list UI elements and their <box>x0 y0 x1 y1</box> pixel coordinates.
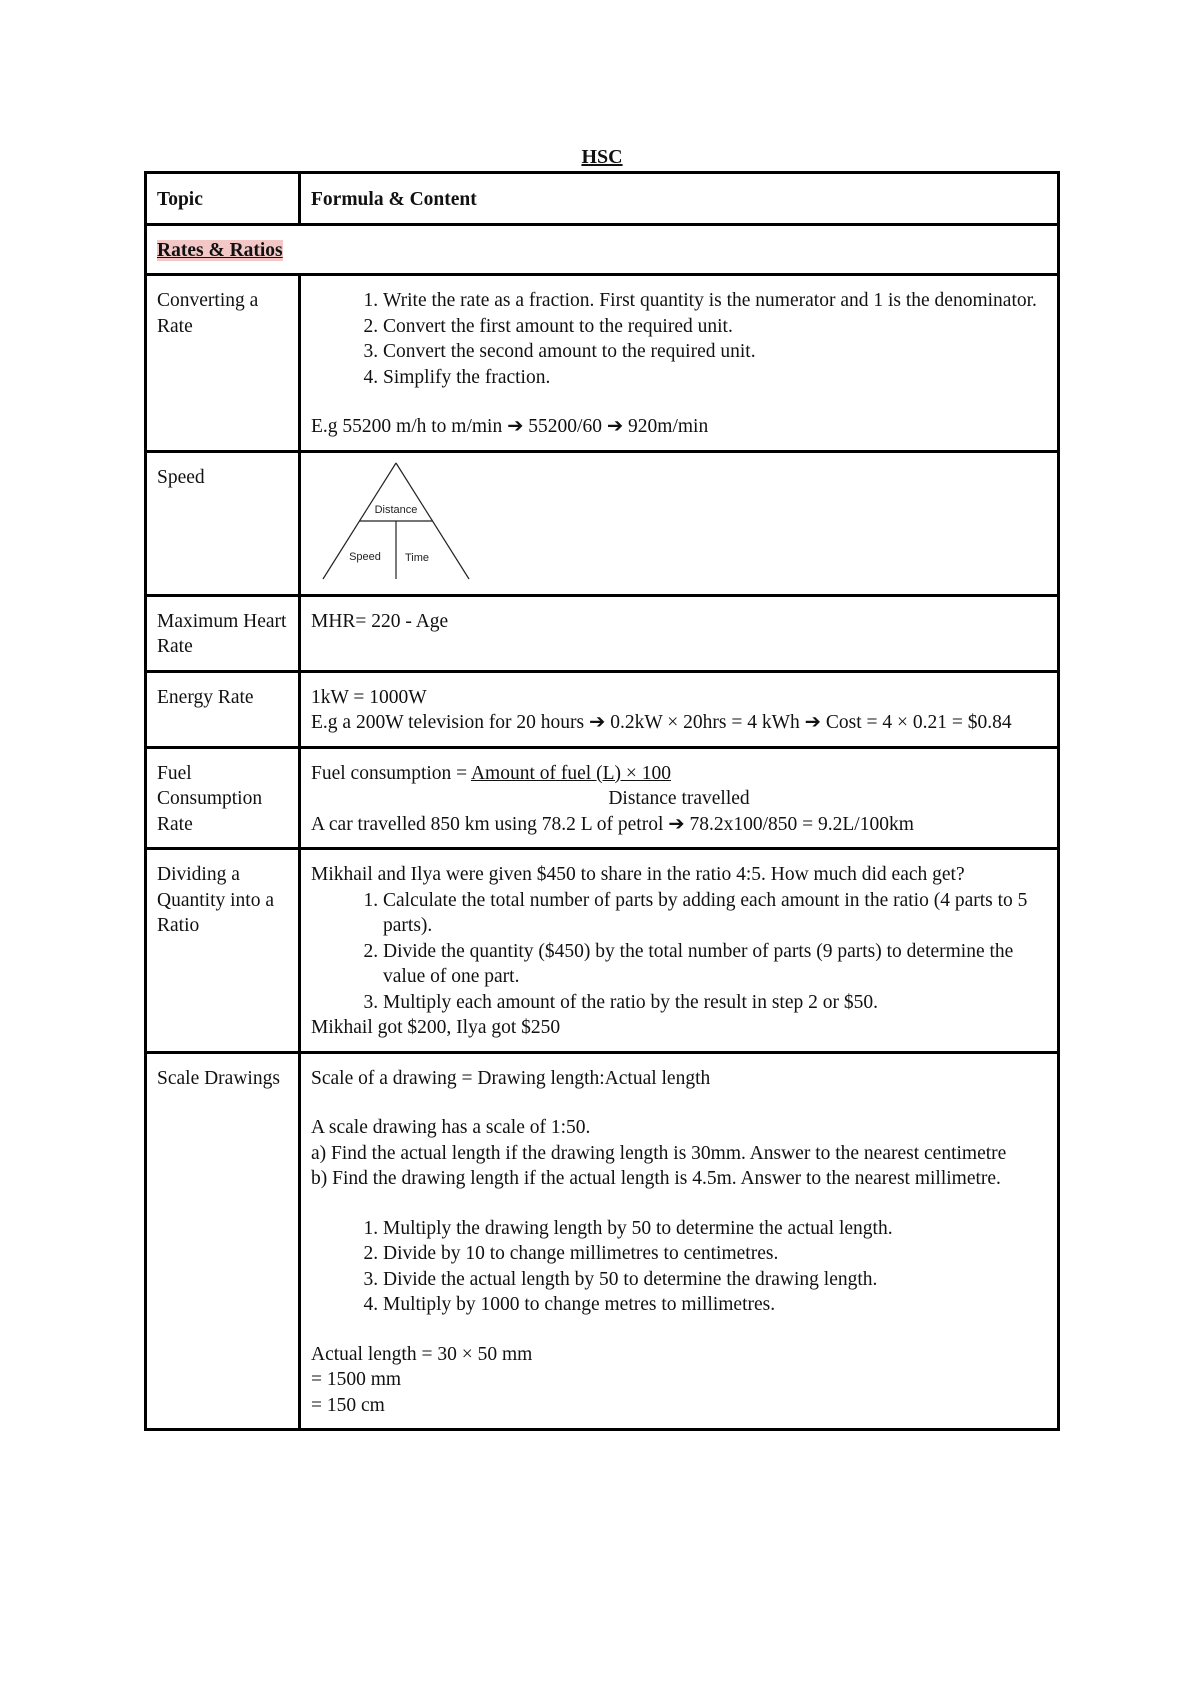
ratio-answer: Mikhail got $200, Ilya got $250 <box>311 1017 561 1038</box>
content-scale-drawings <box>300 1052 1059 1430</box>
scale-intro: A scale drawing has a scale of 1:50. <box>311 1117 591 1138</box>
scale-work-line: Actual length = 30 × 50 mm <box>311 1343 533 1365</box>
list-item: 1. Write the rate as a fraction. First quantity is the numerator and 1 is the denominator. <box>383 288 1047 314</box>
section-label: Rates & Ratios <box>157 239 283 261</box>
energy-line-1: 1kW = 1000W <box>311 686 427 708</box>
content-fuel-consumption <box>300 747 1059 849</box>
content-max-heart-rate: MHR= 220 - Age <box>300 595 1059 671</box>
topic-energy-rate: Energy Rate <box>146 671 300 747</box>
triangle-distance-label: Distance <box>374 503 418 516</box>
topic-speed: Speed <box>146 451 300 595</box>
triangle-speed-label: Speed <box>349 550 381 563</box>
content-dividing-ratio <box>300 849 1059 1053</box>
topic-max-heart-rate: Maximum Heart Rate <box>146 595 300 671</box>
topic-scale-drawings: Scale Drawings <box>146 1052 300 1430</box>
scale-definition: Scale of a drawing = Drawing length:Actual length <box>311 1067 711 1089</box>
fuel-formula-numerator: Amount of fuel (L) × 100 <box>470 762 671 784</box>
scale-work-line: = 150 cm <box>311 1394 385 1416</box>
table-row <box>146 595 1059 671</box>
content-energy-rate <box>300 671 1059 747</box>
list-item: 4. Multiply by 1000 to change metres to millimetres. <box>383 1292 1047 1318</box>
list-item: 3. Multiply each amount of the ratio by the result in step 2 or $50. <box>383 990 1047 1016</box>
steps-list <box>311 288 1047 390</box>
fuel-formula-prefix: Fuel consumption = <box>311 762 471 784</box>
content-speed <box>300 451 1059 595</box>
list-item: 1. Calculate the total number of parts by adding each amount in the ratio (4 parts to 5 parts). <box>383 888 1047 939</box>
scale-part-b: b) Find the drawing length if the actual length is 4.5m. Answer to the nearest millimetre. <box>311 1168 1001 1189</box>
table-row <box>146 747 1059 849</box>
topic-converting-rate: Converting a Rate <box>146 275 300 452</box>
list-item: 2. Convert the first amount to the required unit. <box>383 314 1047 340</box>
table-header-row <box>146 173 1059 225</box>
example-text: E.g 55200 m/h to m/min ➔ 55200/60 ➔ 920m/min <box>311 416 709 437</box>
list-item: 4. Simplify the fraction. <box>383 365 1047 391</box>
content-converting-rate <box>300 275 1059 452</box>
fuel-formula-denominator: Distance travelled <box>608 788 750 809</box>
topic-dividing-ratio: Dividing a Quantity into a Ratio <box>146 849 300 1053</box>
table-row <box>146 849 1059 1053</box>
list-item: 3. Convert the second amount to the required unit. <box>383 339 1047 365</box>
steps-list <box>311 1216 1047 1318</box>
formula-table <box>144 171 1060 1431</box>
section-cell <box>146 224 1059 275</box>
list-item: 3. Divide the actual length by 50 to determine the drawing length. <box>383 1267 1047 1293</box>
header-topic: Topic <box>146 173 300 225</box>
section-row <box>146 224 1059 275</box>
list-item: 1. Multiply the drawing length by 50 to determine the actual length. <box>383 1216 1047 1242</box>
page-title: HSC <box>581 146 623 168</box>
energy-line-2: E.g a 200W television for 20 hours ➔ 0.2kW × 20hrs = 4 kWh ➔ Cost = 4 × 0.21 = $0.84 <box>311 712 1012 733</box>
scale-work-line: = 1500 mm <box>311 1369 402 1390</box>
table-row <box>146 1052 1059 1430</box>
list-item: 2. Divide the quantity ($450) by the total number of parts (9 parts) to determine the value of one part. <box>383 939 1047 990</box>
steps-list <box>311 888 1047 1016</box>
list-item: 2. Divide by 10 to change millimetres to centimetres. <box>383 1241 1047 1267</box>
distance-speed-time-triangle <box>311 461 481 584</box>
header-content: Formula & Content <box>300 173 1059 225</box>
table-row <box>146 451 1059 595</box>
fuel-example: A car travelled 850 km using 78.2 L of petrol ➔ 78.2x100/850 = 9.2L/100km <box>311 813 914 835</box>
table-row <box>146 275 1059 452</box>
triangle-time-label: Time <box>404 551 430 564</box>
fuel-formula <box>311 761 1047 787</box>
scale-part-a: a) Find the actual length if the drawing length is 30mm. Answer to the nearest centimetre <box>311 1142 1007 1164</box>
topic-fuel-consumption: Fuel Consumption Rate <box>146 747 300 849</box>
ratio-question: Mikhail and Ilya were given $450 to share in the ratio 4:5. How much did each get? <box>311 864 965 885</box>
table-row <box>146 671 1059 747</box>
